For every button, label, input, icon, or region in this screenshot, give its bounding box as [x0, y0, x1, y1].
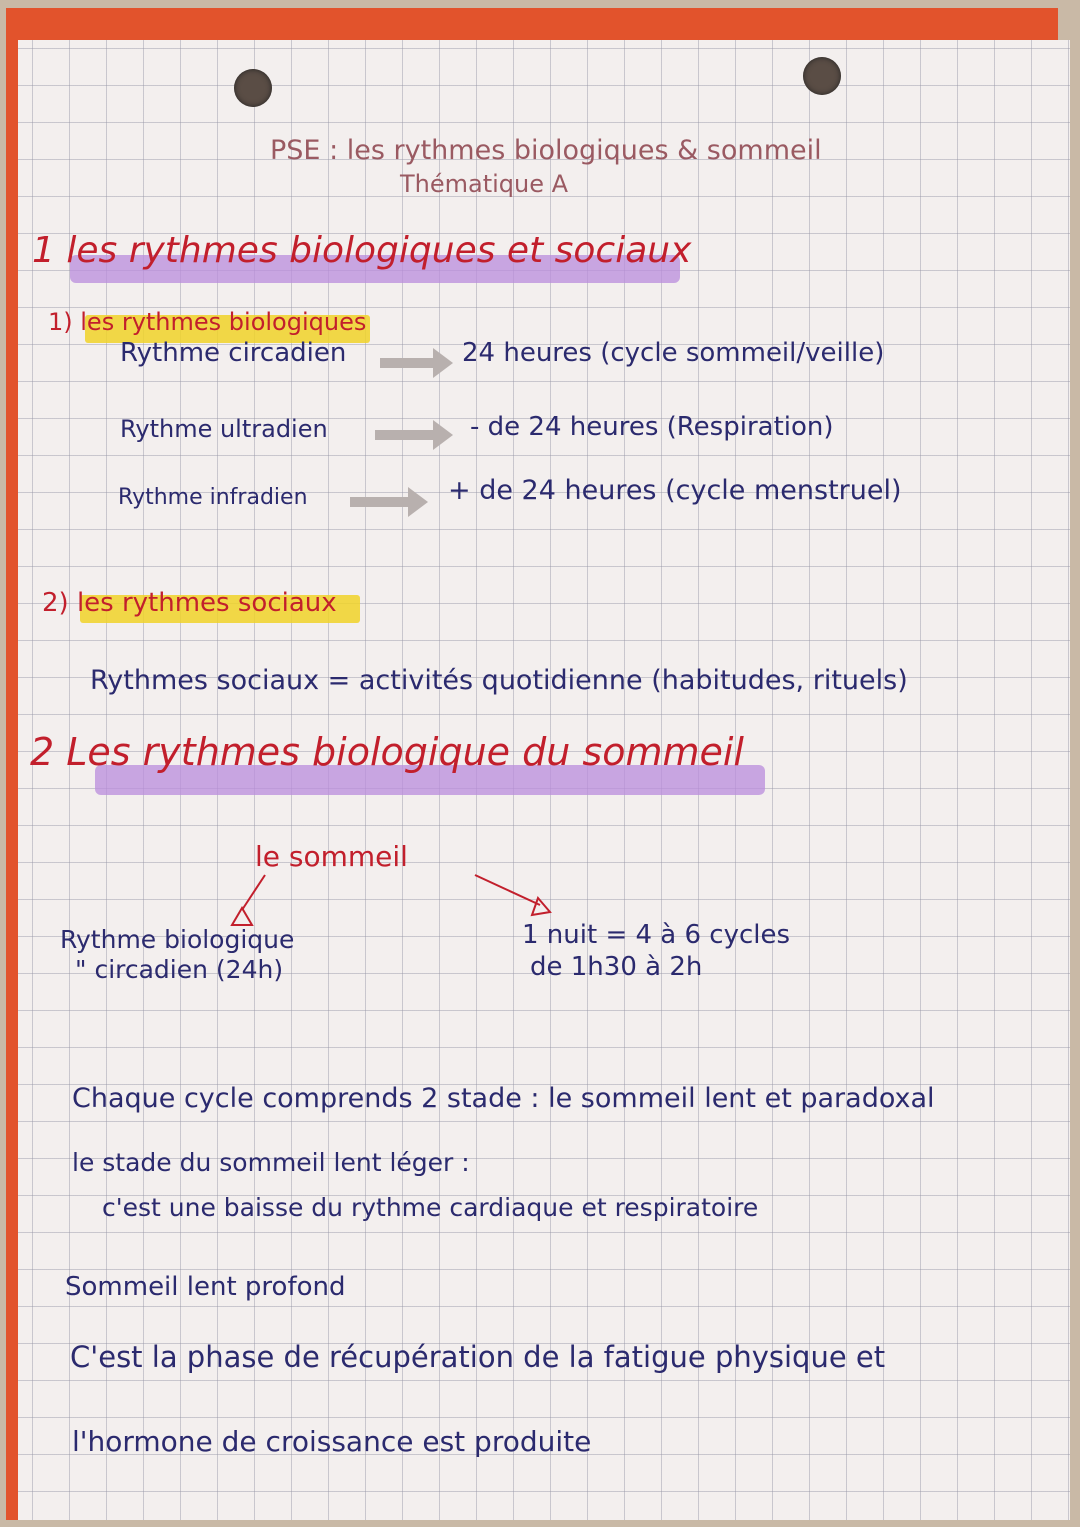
- note-line: le stade du sommeil lent léger :: [72, 1148, 470, 1177]
- subheading-social-rhythms: 2) les rythmes sociaux: [42, 588, 337, 618]
- note-line: c'est une baisse du rythme cardiaque et respiratoire: [102, 1193, 759, 1222]
- page-subtitle: Thématique A: [400, 170, 569, 198]
- arrow-right-icon: [375, 430, 435, 440]
- diagram-right-line2: de 1h30 à 2h: [530, 952, 703, 982]
- diagram-arrows: [220, 870, 560, 930]
- diagram-right-line1: 1 nuit = 4 à 6 cycles: [522, 920, 791, 950]
- rhythm-value: - de 24 heures (Respiration): [470, 412, 834, 442]
- note-line: Sommeil lent profond: [65, 1272, 346, 1302]
- section-heading-2: 2 Les rythmes biologique du sommeil: [30, 730, 744, 774]
- punch-hole-right: [803, 57, 841, 95]
- rhythm-value: 24 heures (cycle sommeil/veille): [462, 338, 885, 368]
- section-heading-1: 1 les rythmes biologiques et sociaux: [32, 230, 692, 271]
- diagram-left-line2: " circadien (24h): [75, 955, 284, 984]
- note-line: C'est la phase de récupération de la fatigue physique et: [70, 1340, 886, 1374]
- social-rhythms-definition: Rythmes sociaux = activités quotidienne (habitudes, rituels): [90, 665, 908, 696]
- punch-hole-left: [234, 69, 272, 107]
- arrow-right-icon: [380, 358, 435, 368]
- note-line: Chaque cycle comprends 2 stade : le sommeil lent et paradoxal: [72, 1083, 935, 1114]
- rhythm-name: Rythme ultradien: [120, 415, 328, 443]
- rhythm-value: + de 24 heures (cycle menstruel): [448, 475, 902, 506]
- subheading-biological-rhythms: 1) les rythmes biologiques: [48, 308, 367, 336]
- page-title: PSE : les rythmes biologiques & sommeil: [270, 135, 822, 166]
- rhythm-name: Rythme infradien: [118, 485, 308, 510]
- note-line: l'hormone de croissance est produite: [72, 1425, 592, 1458]
- rhythm-name: Rythme circadien: [120, 338, 347, 368]
- diagram-center-label: le sommeil: [255, 840, 408, 873]
- arrow-right-icon: [350, 497, 410, 507]
- diagram-left-line1: Rythme biologique: [60, 925, 295, 954]
